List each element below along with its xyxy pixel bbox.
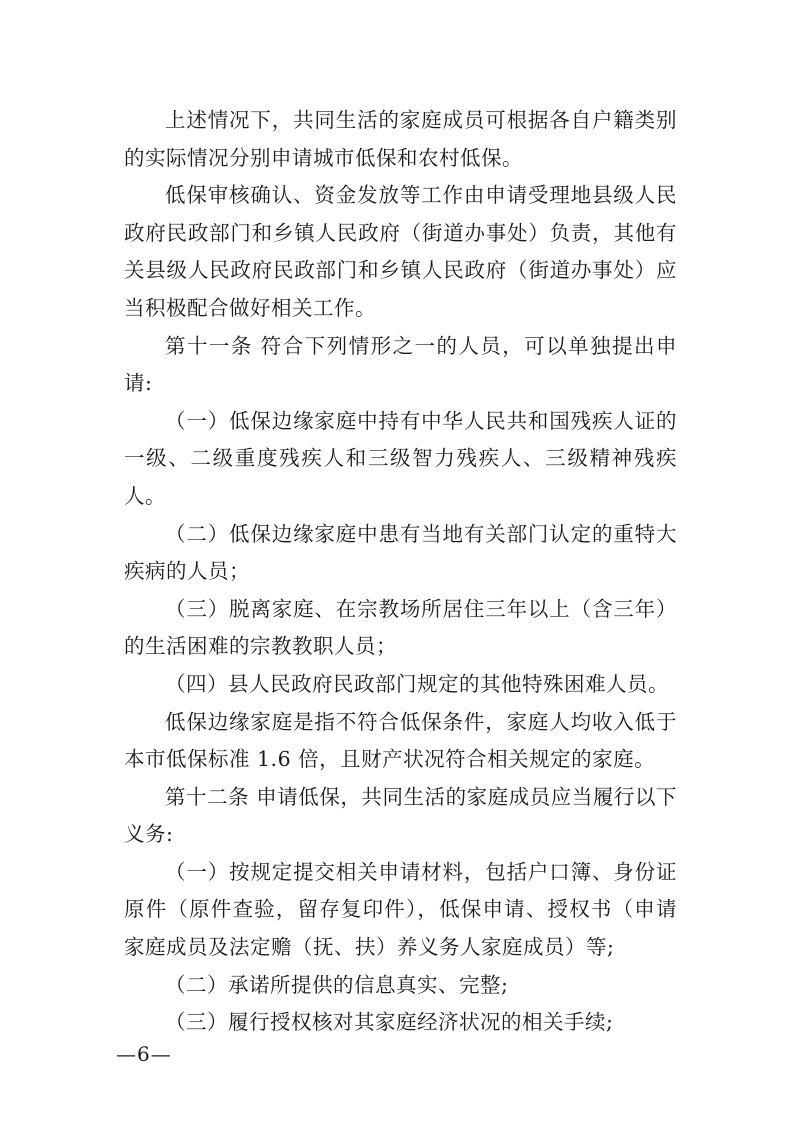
paragraph-1: 上述情况下，共同生活的家庭成员可根据各自户籍类别的实际情况分别申请城市低保和农村低保。 [124,108,677,170]
paragraph-2: 低保审核确认、资金发放等工作由申请受理地县级人民政府民政部门和乡镇人民政府（街道办事处）负责，其他有关县级人民政府民政部门和乡镇人民政府（街道办事处）应当积极配合做好相关工作。 [124,183,677,320]
article-11-item-1: （一）低保边缘家庭中持有中华人民共和国残疾人证的一级、二级重度残疾人和三级智力残疾人、三级精神残疾人。 [124,408,677,508]
body-text [124,102,677,1042]
article-11-item-4: （四）县人民政府民政部门规定的其他特殊困难人员。 [165,671,669,696]
article-12-item-2: （二）承诺所提供的信息真实、完整; [165,972,509,997]
article-12-item-3: （三）履行授权核对其家庭经济状况的相关手续; [165,1010,614,1035]
article-11-item-2: （二）低保边缘家庭中患有当地有关部门认定的重特大疾病的人员； [124,521,677,584]
article-11-item-3: （三）脱离家庭、在宗教场所居住三年以上（含三年）的生活困难的宗教教职人员； [124,596,677,659]
definition-paragraph: 低保边缘家庭是指不符合低保条件，家庭人均收入低于本市低保标准 1.6 倍，且财产状况符合相关规定的家庭。 [124,709,677,772]
page-number: —6— [116,1042,172,1066]
article-12-item-1: （一）按规定提交相关申请材料，包括户口簿、身份证原件（原件查验，留存复印件），低保申请、授权书（申请家庭成员及法定赡（抚、扶）养义务人家庭成员）等; [124,859,677,960]
article-12-heading: 第十二条 申请低保，共同生活的家庭成员应当履行以下义务: [124,784,677,847]
article-11-heading: 第十一条 符合下列情形之一的人员，可以单独提出申请: [124,333,677,396]
